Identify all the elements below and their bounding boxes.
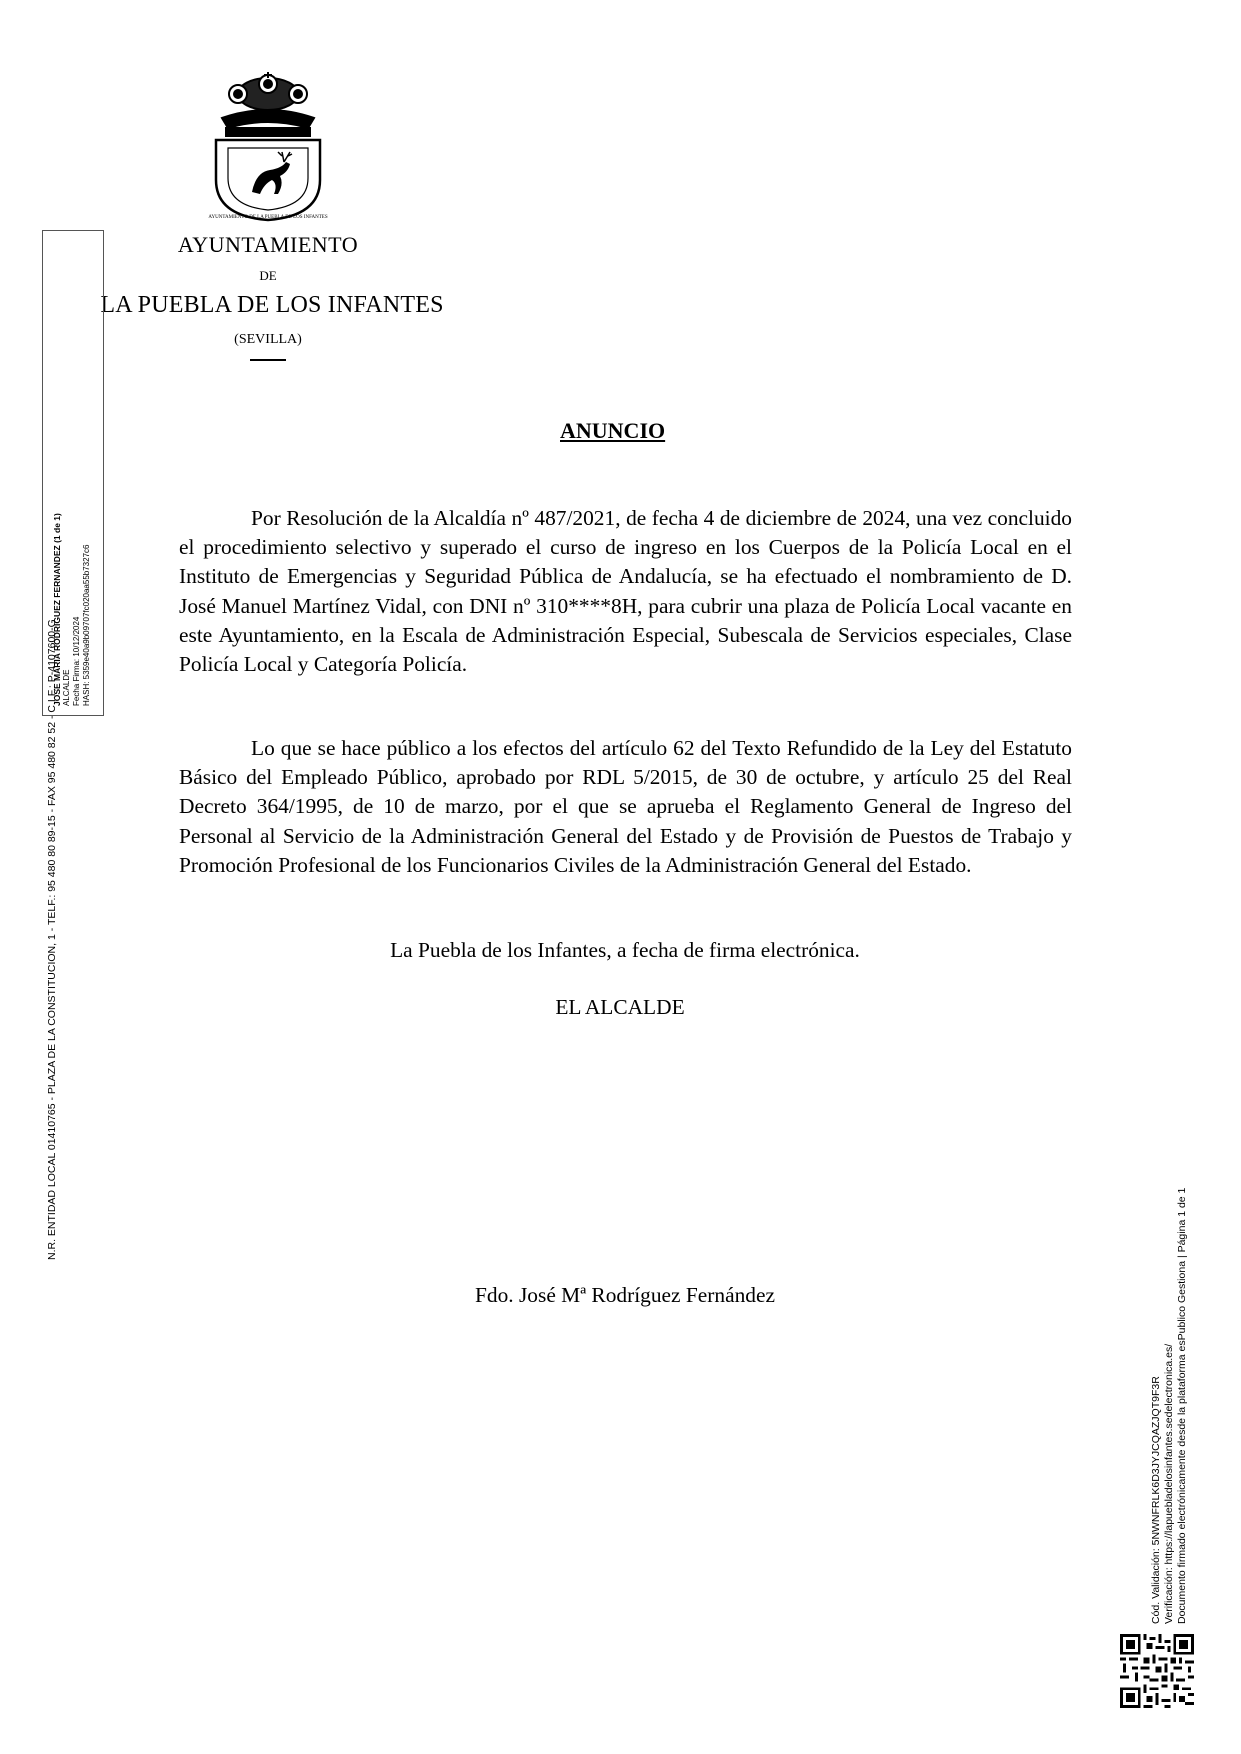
signature-info-vertical: [62, 545, 92, 706]
paragraph-2: [179, 734, 1072, 880]
document-title: ANUNCIO: [560, 418, 666, 443]
svg-text:AYUNTAMIENTO DE LA PUEBLA DE L: AYUNTAMIENTO DE LA PUEBLA DE LOS INFANTES: [208, 215, 328, 220]
platform-note: Documento firmado electrónicamente desde la plataforma esPublico Gestiona | Página 1 de 1: [1176, 1187, 1188, 1624]
header-ayuntamiento: AYUNTAMIENTO: [177, 232, 359, 257]
validation-code: Cód. Validación: 5NWNFRLK6D3JYJCQAZJQT9F3R: [1150, 1376, 1162, 1624]
verification-block-vertical: [1150, 1188, 1189, 1624]
place-date-line: La Puebla de los Infantes, a fecha de firma electrónica.: [390, 938, 860, 962]
signature-hash: HASH: 5359e40a9b09707fc020aa55b7327c6: [82, 544, 91, 706]
municipal-crest-icon: [208, 72, 328, 222]
paragraph-2-text: Lo que se hace público a los efectos del artículo 62 del Texto Refundido de la Ley del Estatuto Básico del Empleado Público, aprobado por RDL 5/2015, de 30 de octubre, y artículo 25 del Real Decreto 364/1995, de 10 de marzo, por el que se aprueba el Reglamento General de Ingreso del Personal al Servicio de la Administración General del Estado y de Provisión de Puestos de Trabajo y Promoción Profesional de los Funcionarios Civiles de la Administración General del Estado.: [179, 736, 1072, 877]
signed-by: Fdo. José Mª Rodríguez Fernández: [475, 1283, 775, 1307]
header-divider: [250, 359, 286, 361]
paragraph-1-text: Por Resolución de la Alcaldía nº 487/2021, de fecha 4 de diciembre de 2024, una vez concluido el procedimiento selectivo y superado el curso de ingreso en los Cuerpos de la Policía Local en el Instituto de Emergencias y Seguridad Pública de Andalucía, se ha efectuado el nombramiento de D. José Manuel Martínez Vidal, con DNI nº 310****8H, para cubrir una plaza de Policía Local vacante en este Ayuntamiento, en la Escala de Administración Especial, Subescala de Servicios especiales, Clase Policía Local y Categoría Policía.: [179, 506, 1072, 677]
signature-role: ALCALDE: [62, 669, 71, 706]
verification-url[interactable]: Verificación: https://lapuebladelosinfantes.sedelectronica.es/: [1163, 1343, 1175, 1624]
header-municipality: LA PUEBLA DE LOS INFANTES: [100, 292, 444, 318]
paragraph-1: [179, 504, 1072, 679]
header-province: (SEVILLA): [234, 332, 302, 347]
entity-address-vertical: N.R. ENTIDAD LOCAL 01410765 - PLAZA DE LA CONSTITUCION, 1 - TELF.: 95 480 80 89-15 - FAX 95 480 82 52 - C.I.F.: P-4107600-G: [46, 619, 58, 1260]
signer-title: EL ALCALDE: [555, 995, 685, 1019]
qr-code-icon[interactable]: [1120, 1634, 1194, 1708]
signer-name-vertical: JOSE MARIA RODRIGUEZ FERNANDEZ (1 de 1): [52, 513, 62, 706]
header-de: DE: [259, 268, 277, 283]
signature-date: Fecha Firma: 10/12/2024: [72, 616, 81, 706]
